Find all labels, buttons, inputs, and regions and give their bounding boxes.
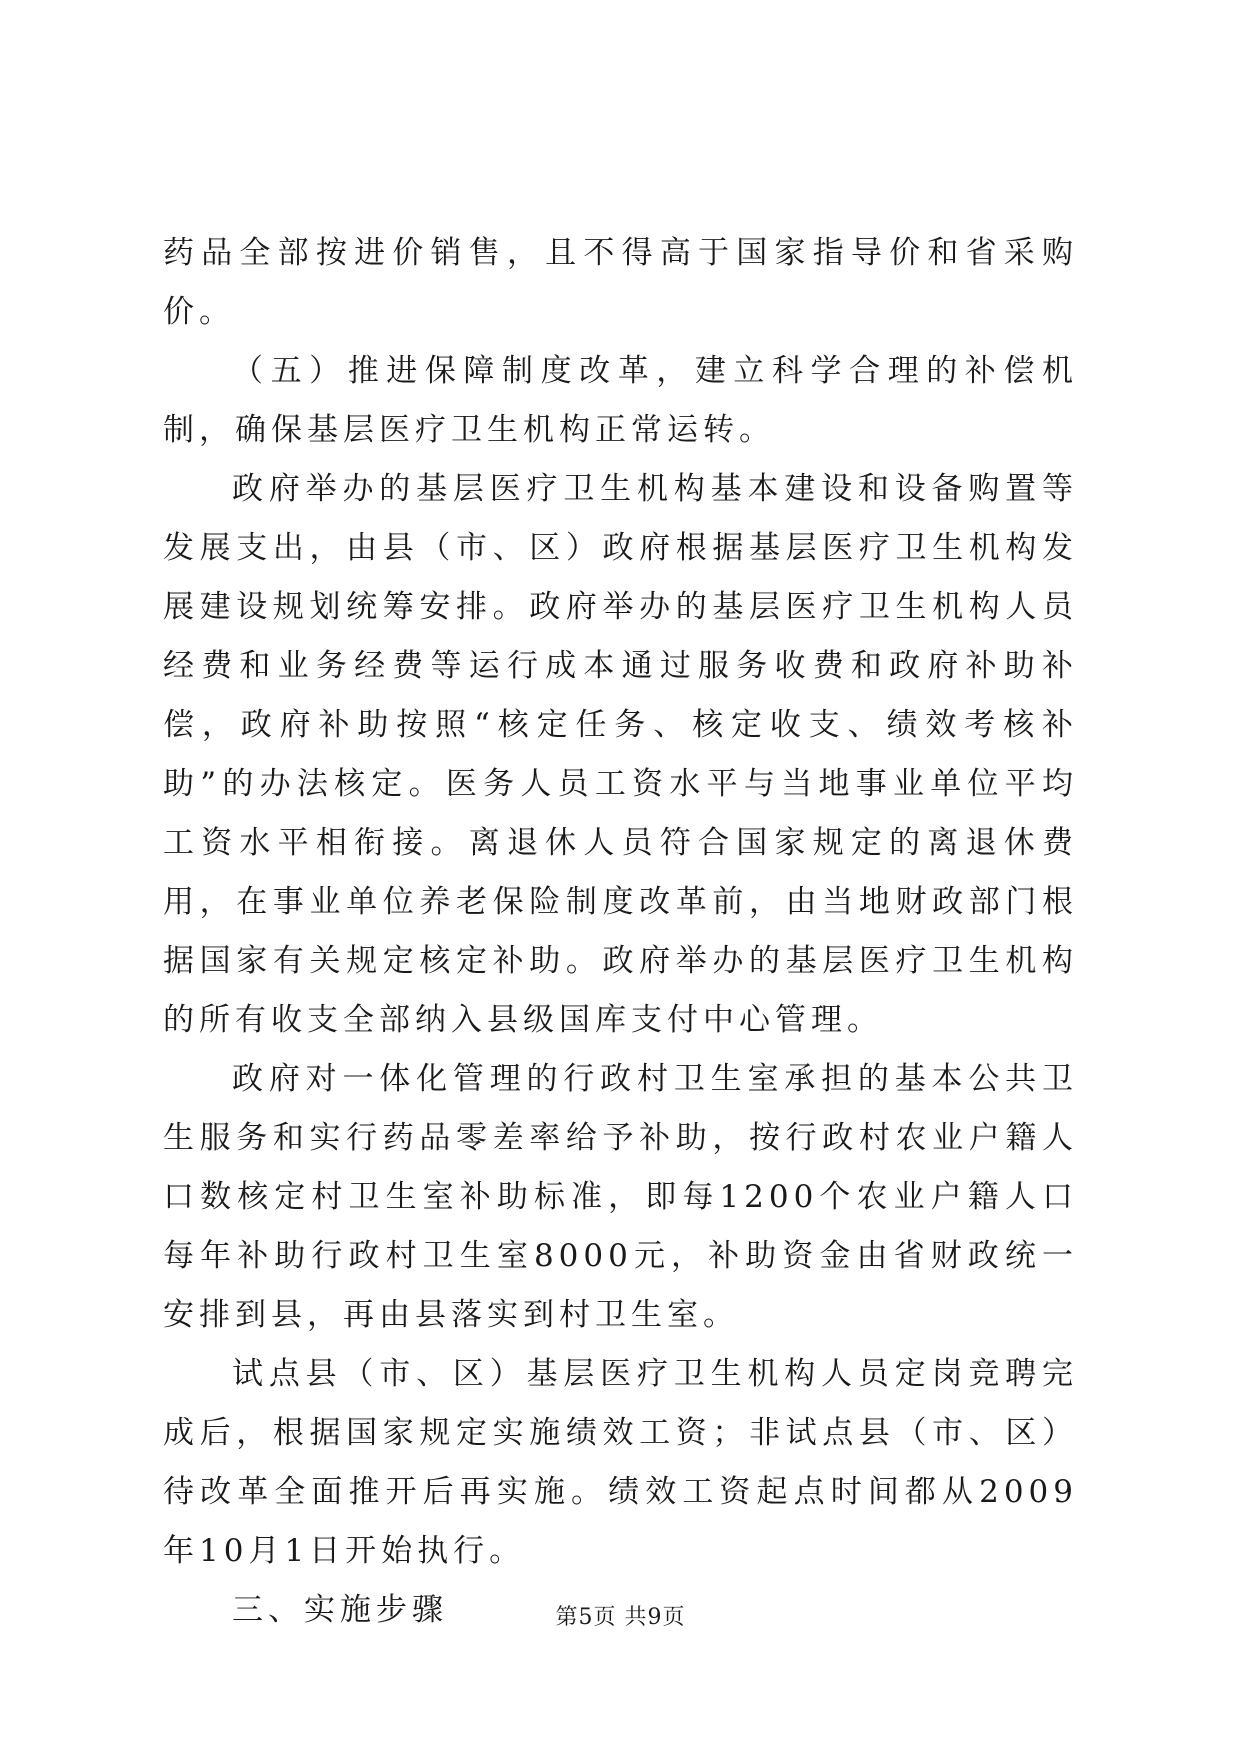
paragraph-4: 政府对一体化管理的行政村卫生室承担的基本公共卫生服务和实行药品零差率给予补助，按行政村农业户籍人口数核定村卫生室补助标准，即每1200个农业户籍人口每年补助行政村卫生室8000元，补助资金由省财政统一安排到县，再由县落实到村卫生室。 bbox=[163, 1061, 1078, 1333]
paragraph-3: 政府举办的基层医疗卫生机构基本建设和设备购置等发展支出，由县（市、区）政府根据基层医疗卫生机构发展建设规划统筹安排。政府举办的基层医疗卫生机构人员经费和业务经费等运行成本通过服务收费和政府补助补偿，政府补助按照“核定任务、核定收支、绩效考核补助”的办法核定。医务人员工资水平与当地事业单位平均工资水平相衔接。离退休人员符合国家规定的离退休费用，在事业单位养老保险制度改革前，由当地财政部门根据国家有关规定核定补助。政府举办的基层医疗卫生机构的所有收支全部纳入县级国库支付中心管理。 bbox=[163, 471, 1078, 1038]
paragraph-1: 药品全部按进价销售，且不得高于国家指导价和省采购价。 bbox=[163, 235, 1078, 330]
page-number-label: 第5页 共9页 bbox=[555, 1605, 686, 1630]
paragraph-2-section-heading: （五）推进保障制度改革，建立科学合理的补偿机制，确保基层医疗卫生机构正常运转。 bbox=[163, 353, 1078, 448]
section-heading-implementation-steps: 三、实施步骤 bbox=[232, 1592, 448, 1628]
page-footer bbox=[0, 1600, 1241, 1631]
paragraph-5: 试点县（市、区）基层医疗卫生机构人员定岗竞聘完成后，根据国家规定实施绩效工资；非试点县（市、区）待改革全面推开后再实施。绩效工资起点时间都从2009年10月1日开始执行。 bbox=[163, 1356, 1078, 1569]
document-body bbox=[163, 224, 1078, 1640]
